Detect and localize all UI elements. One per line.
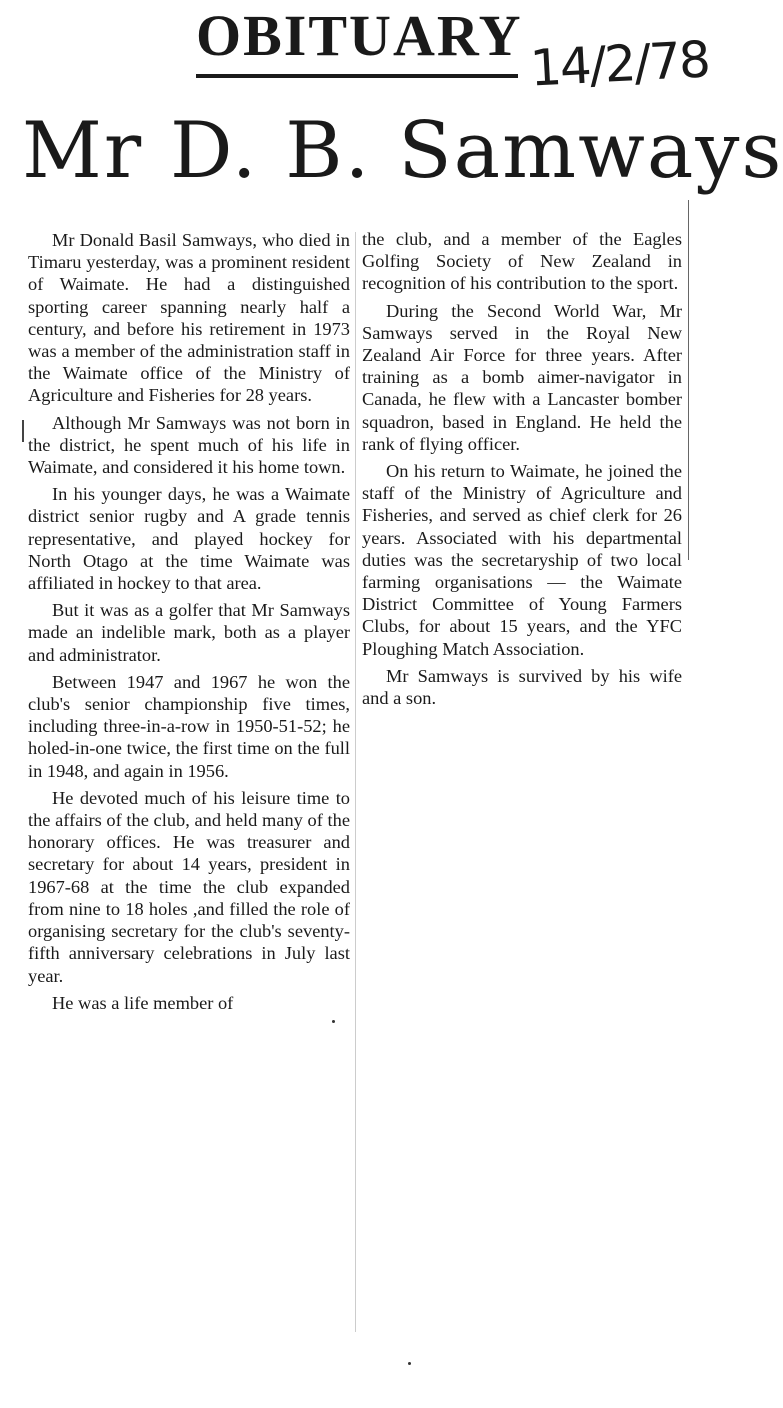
paragraph-continued: the club, and a member of the Eagles Golfing Society of New Zealand in recognition of his contribution to the sport. [362,229,682,294]
handwritten-date: 14/2/78 [528,30,711,98]
paragraph: He devoted much of his leisure time to the affairs of the club, and held many of the honorary offices. He was treasurer and secretary for about 14 years, president in 1967-68 at the time the club expanded from nine to 18 holes ,and filled the role of organising secretary for the club's seventy-fifth anniversary celebrations in July last year. [28,787,350,986]
margin-mark [22,420,24,442]
article-column-right [362,228,682,714]
paragraph: Although Mr Samways was not born in the district, he spent much of his life in Waimate, and considered it his home town. [28,412,350,478]
clipping-edge [688,200,689,560]
kicker-underline [196,74,518,78]
article-column-left [28,229,350,1019]
paragraph: But it was as a golfer that Mr Samways made an indelible mark, both as a player and administrator. [28,600,350,665]
headline: Mr D. B. Samways [22,106,783,196]
paragraph: In his younger days, he was a Waimate district senior rugby and A grade tennis representative, and played hockey for North Otago at the time Waimate was affiliated in hockey to that area. [28,484,350,594]
paragraph: Mr Samways is survived by his wife and a son. [362,665,682,709]
print-speck [332,1020,335,1023]
paragraph: Between 1947 and 1967 he won the club's senior championship five times, including three-in-a-row in 1950-51-52; he holed-in-one twice, the first time on the full in 1948, and again in 1956. [28,671,350,781]
paragraph: Mr Donald Basil Samways, who died in Timaru yesterday, was a prominent resident of Waimate. He had a distinguished sporting career spanning nearly half a century, and before his retirement in 1973 was a member of the administration staff in the Waimate office of the Ministry of Agriculture and Fisheries for 28 years. [28,230,350,406]
paragraph: He was a life member of [52,992,234,1013]
paragraph: During the Second World War, Mr Samways served in the Royal New Zealand Air Force for three years. After training as a bomb aimer-navigator in Canada, he flew with a Lancaster bomber squadron, based in England. He held the rank of flying officer. [362,300,682,454]
print-speck [408,1362,411,1365]
paragraph: On his return to Waimate, he joined the staff of the Ministry of Agriculture and Fisheries, and served as chief clerk for 26 years. Associated with his departmental duties was the secretaryship of two local farming organisations — the Waimate District Committee of Young Farmers Clubs, for about 15 years, and the YFC Ploughing Match Association. [362,461,682,659]
section-kicker: OBITUARY [196,3,523,68]
column-divider [355,232,356,1332]
